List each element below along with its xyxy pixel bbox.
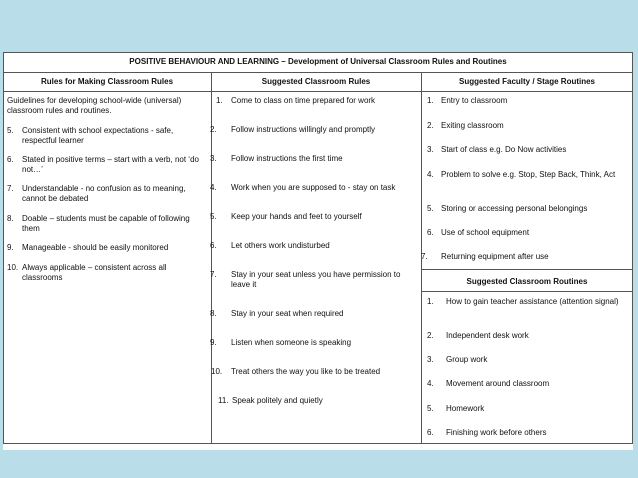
list-item: How to gain teacher assistance (attention signal) <box>446 297 619 306</box>
list-item: Exiting classroom <box>441 121 504 130</box>
list-item: Stated in positive terms – start with a verb, not ‘do not…’ <box>22 155 199 174</box>
list-item-number: 9. <box>210 338 217 347</box>
list-item-number: 3. <box>427 355 434 364</box>
list-item: Follow instructions willingly and promptly <box>231 125 376 134</box>
col1-header: Rules for Making Classroom Rules <box>40 77 174 86</box>
list-item-number: 6. <box>7 155 14 164</box>
header-divider <box>3 91 633 92</box>
list-item: Homework <box>446 404 485 413</box>
col3-header: Suggested Faculty / Stage Routines <box>458 77 596 86</box>
list-item: Always applicable – consistent across all classrooms <box>22 263 167 282</box>
list-item-number: 4. <box>210 183 217 192</box>
list-item: Listen when someone is speaking <box>231 338 352 347</box>
list-item-number: 1. <box>216 96 223 105</box>
list-item-number: 5. <box>7 126 14 135</box>
list-item-number: 3. <box>210 154 217 163</box>
list-item: Work when you are supposed to - stay on task <box>231 183 396 192</box>
list-item-number: 1. <box>427 297 434 306</box>
list-item-number: 6. <box>210 241 217 250</box>
col2-header: Suggested Classroom Rules <box>261 77 371 86</box>
list-item: Stay in your seat unless you have permission to leave it <box>231 270 401 289</box>
list-item: Independent desk work <box>446 331 529 340</box>
list-item-number: 2. <box>427 121 434 130</box>
list-item-number: 5. <box>427 204 434 213</box>
list-item-number: 7. <box>421 252 428 261</box>
list-item: Stay in your seat when required <box>231 309 344 318</box>
list-item: Start of class e.g. Do Now activities <box>441 145 567 154</box>
list-item: Group work <box>446 355 488 364</box>
list-item-number: 3. <box>427 145 434 154</box>
list-item: Come to class on time prepared for work <box>231 96 376 105</box>
list-item-number: 11. <box>218 396 229 405</box>
list-item: Follow instructions the first time <box>231 154 343 163</box>
table-border-top <box>3 52 633 53</box>
list-item: Finishing work before others <box>446 428 547 437</box>
list-item-number: 8. <box>7 214 14 223</box>
list-item-number: 10. <box>211 367 223 376</box>
list-item-number: 2. <box>427 331 434 340</box>
col1-intro: Guidelines for developing school-wide (universal) classroom rules and routines. <box>7 96 182 115</box>
list-item-number: 10. <box>7 263 19 272</box>
list-item: Movement around classroom <box>446 379 550 388</box>
list-item: Keep your hands and feet to yourself <box>231 212 362 221</box>
list-item: Problem to solve e.g. Stop, Step Back, Think, Act <box>441 170 616 179</box>
table-border-bottom <box>3 443 633 444</box>
list-item-number: 6. <box>427 428 434 437</box>
list-item-number: 7. <box>210 270 217 279</box>
list-item: Returning equipment after use <box>441 252 549 261</box>
list-item: Treat others the way you like to be treated <box>231 367 381 376</box>
list-item: Let others work undisturbed <box>231 241 330 250</box>
routines-divider-bottom <box>421 291 633 292</box>
routines-divider-top <box>421 269 633 270</box>
list-item: Consistent with school expectations - safe, respectful learner <box>22 126 174 145</box>
list-item-number: 8. <box>210 309 217 318</box>
list-item-number: 1. <box>427 96 434 105</box>
list-item: Understandable - no confusion as to meaning, cannot be debated <box>22 184 186 203</box>
table-title: POSITIVE BEHAVIOUR AND LEARNING – Development of Universal Classroom Rules and Routines <box>129 57 507 66</box>
list-item-number: 2. <box>210 125 217 134</box>
list-item: Doable – students must be capable of following them <box>22 214 190 233</box>
list-item-number: 4. <box>427 379 434 388</box>
list-item: Use of school equipment <box>441 228 530 237</box>
list-item-number: 9. <box>7 243 14 252</box>
list-item-number: 6. <box>427 228 434 237</box>
list-item: Entry to classroom <box>441 96 508 105</box>
title-divider <box>3 72 633 73</box>
list-item: Storing or accessing personal belongings <box>441 204 588 213</box>
list-item-number: 5. <box>427 404 434 413</box>
list-item-number: 5. <box>210 212 217 221</box>
list-item-number: 4. <box>427 170 434 179</box>
table-border-right <box>632 52 633 444</box>
list-item: Speak politely and quietly <box>232 396 323 405</box>
col3-header2: Suggested Classroom Routines <box>466 277 588 286</box>
table-border-left <box>3 52 4 444</box>
list-item-number: 7. <box>7 184 14 193</box>
list-item: Manageable - should be easily monitored <box>22 243 169 252</box>
